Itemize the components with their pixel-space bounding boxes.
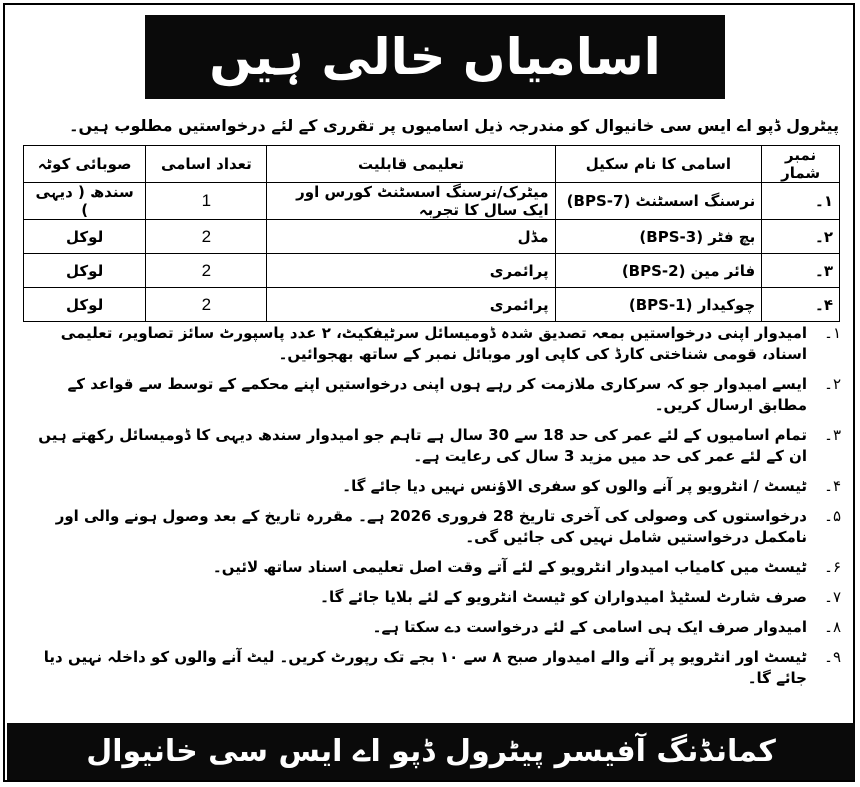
term-text: ایسے امیدوار جو کہ سرکاری ملازمت کر رہے ہوں اپنی درخواستیں اپنے محکمے کے توسط سے قواعد کے مطابق ارسال کریں۔ (67, 375, 807, 414)
cell-quota: لوکل (24, 220, 146, 254)
cell-count: 2 (146, 288, 267, 322)
term-number: ۹۔ (824, 649, 841, 666)
cell-post: بچ فٹر (BPS-3) (555, 220, 762, 254)
list-item (19, 617, 841, 638)
term-text: ٹیسٹ اور انٹرویو پر آنے والے امیدوار صبح ۸ سے ۱۰ بجے تک رپورٹ کریں۔ لیٹ آنے والوں کو داخلہ نہیں دیا جائے گا۔ (43, 648, 807, 687)
cell-serial: ۳۔ (762, 254, 840, 288)
list-item (19, 587, 841, 608)
table-row (24, 288, 840, 322)
term-number: ۴۔ (824, 478, 841, 495)
term-text: ٹیسٹ میں کامیاب امیدوار انٹرویو کے لئے آتے وقت اصل تعلیمی اسناد ساتھ لائیں۔ (212, 558, 807, 576)
header-qualification: تعلیمی قابلیت (267, 146, 555, 183)
cell-qualification: پرائمری (267, 254, 555, 288)
term-number: ۱۔ (824, 325, 841, 342)
footer-banner (7, 723, 855, 780)
cell-quota: لوکل (24, 288, 146, 322)
cell-post: نرسنگ اسسٹنٹ (BPS-7) (555, 183, 762, 220)
term-text: درخواستوں کی وصولی کی آخری تاریخ 28 فروری 2026 ہے۔ مقررہ تاریخ کے بعد وصول ہونے والی اور نامکمل درخواستیں شامل نہیں کی جائیں گی۔ (55, 507, 807, 546)
list-item (19, 323, 841, 365)
cell-qualification: میٹرک/نرسنگ اسسٹنٹ کورس اور ایک سال کا تجربہ (267, 183, 555, 220)
term-text: امیدوار صرف ایک ہی اسامی کے لئے درخواست دے سکتا ہے۔ (372, 618, 807, 636)
cell-post: چوکیدار (BPS-1) (555, 288, 762, 322)
advertisement-page (3, 3, 855, 782)
table-header-row (24, 146, 840, 183)
cell-count: 1 (146, 183, 267, 220)
cell-serial: ۲۔ (762, 220, 840, 254)
page-title: اسامیاں خالی ہیں (209, 28, 661, 86)
cell-qualification: پرائمری (267, 288, 555, 322)
table-row (24, 183, 840, 220)
term-text: ٹیسٹ / انٹرویو پر آنے والوں کو سفری الاؤنس نہیں دیا جائے گا۔ (342, 477, 807, 495)
title-banner (145, 15, 725, 99)
cell-serial: ۴۔ (762, 288, 840, 322)
header-post: اسامی کا نام سکیل (555, 146, 762, 183)
list-item (19, 476, 841, 497)
term-number: ۸۔ (824, 619, 841, 636)
header-serial: نمبر شمار (762, 146, 840, 183)
list-item (19, 506, 841, 548)
list-item (19, 425, 841, 467)
terms-list (19, 323, 841, 698)
list-item (19, 647, 841, 689)
cell-qualification: مڈل (267, 220, 555, 254)
cell-post: فائر مین (BPS-2) (555, 254, 762, 288)
cell-serial: ۱۔ (762, 183, 840, 220)
term-number: ۵۔ (824, 508, 841, 525)
term-text: تمام اسامیوں کے لئے عمر کی حد 18 سے 30 سال ہے تاہم جو امیدوار سندھ دیہی کا ڈومیسائل رکھتے ہیں ان کے لئے عمر کی حد میں مزید 3 سال کی رعایت ہے۔ (38, 426, 807, 465)
list-item (19, 374, 841, 416)
term-number: ۲۔ (824, 376, 841, 393)
header-quota: صوبائی کوٹہ (24, 146, 146, 183)
cell-quota: سندھ ( دیہی ) (24, 183, 146, 220)
cell-count: 2 (146, 254, 267, 288)
table-row (24, 220, 840, 254)
header-count: تعداد اسامی (146, 146, 267, 183)
table-row (24, 254, 840, 288)
term-text: صرف شارٹ لسٹیڈ امیدواران کو ٹیسٹ انٹرویو کے لئے بلایا جائے گا۔ (320, 588, 807, 606)
term-number: ۳۔ (824, 427, 841, 444)
intro-text: پیٹرول ڈپو اے ایس سی خانیوال کو مندرجہ ذیل اسامیوں پر تقرری کے لئے درخواستیں مطلوب ہیں۔ (69, 116, 839, 135)
list-item (19, 557, 841, 578)
vacancy-table (23, 145, 840, 322)
term-text: امیدوار اپنی درخواستیں بمعہ تصدیق شدہ ڈومیسائل سرٹیفکیٹ، ۲ عدد پاسپورٹ سائز تصاویر، تعلیمی اسناد، قومی شناختی کارڈ کی کاپی اور موبائل نمبر کے ساتھ بھجوائیں۔ (60, 324, 807, 363)
cell-quota: لوکل (24, 254, 146, 288)
term-number: ۶۔ (824, 559, 841, 576)
term-number: ۷۔ (824, 589, 841, 606)
cell-count: 2 (146, 220, 267, 254)
footer-signatory: کمانڈنگ آفیسر پیٹرول ڈپو اے ایس سی خانیوال (86, 734, 776, 769)
